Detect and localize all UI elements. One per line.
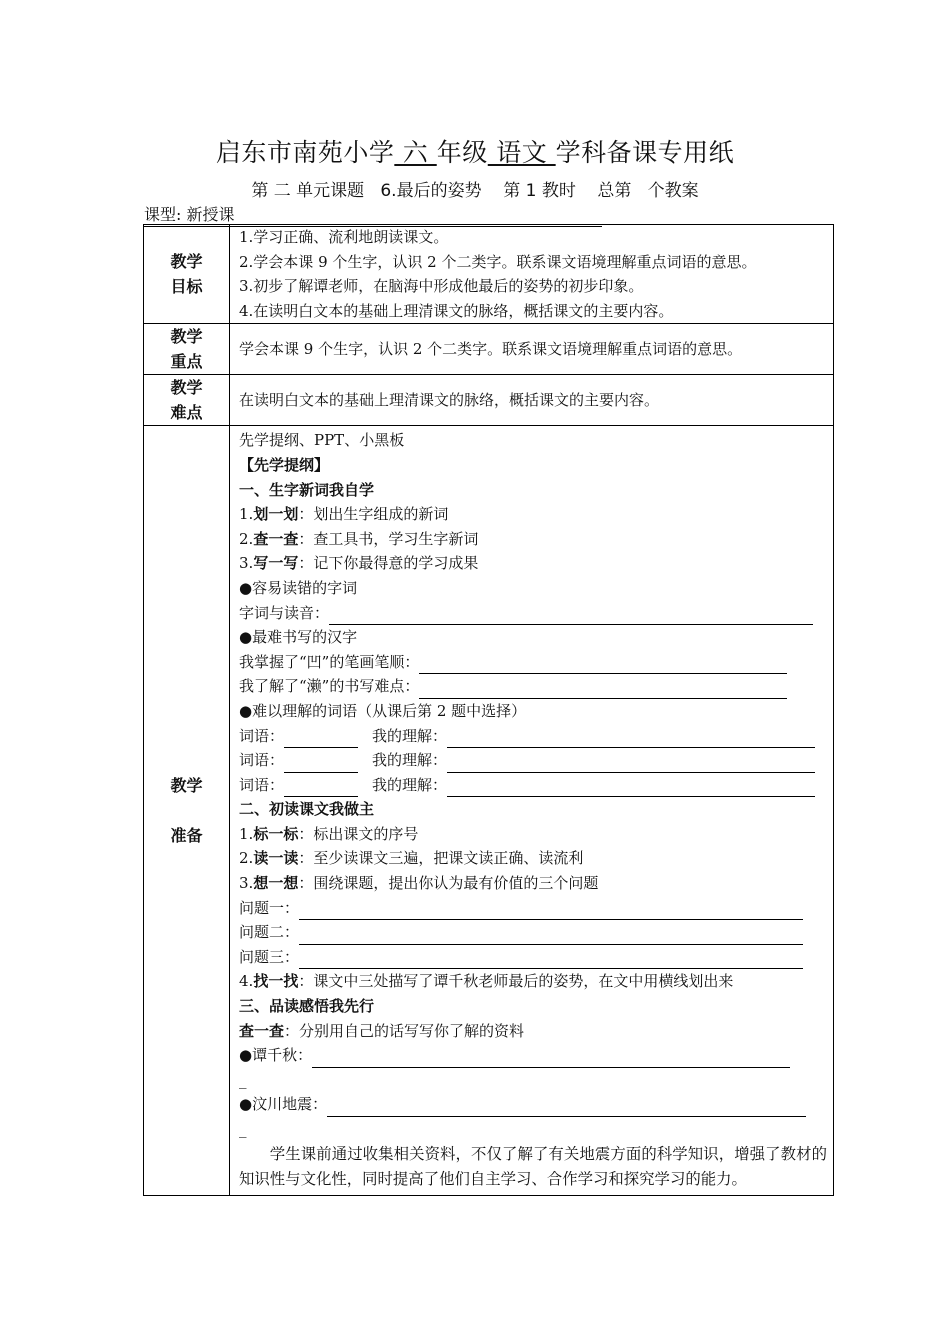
difficulties-row: [144, 375, 834, 426]
goal-item: 3.初步了解谭老师，在脑海中形成他最后的姿势的初步印象。: [239, 277, 644, 296]
word-pronunciation-row: 字词与读音：: [239, 601, 827, 626]
wenchuan-row: ●汶川地震：: [239, 1092, 827, 1117]
answer-blank[interactable]: [299, 902, 803, 920]
materials: 先学提纲、PPT、小黑板: [239, 431, 405, 450]
preparation-content: [230, 426, 834, 1195]
list-item: 3.写一写：记下你最得意的学习成果: [239, 554, 479, 573]
vocab-row: 词语： 我的理解：: [239, 773, 827, 798]
tan-qianqiu-row: ●谭千秋：: [239, 1043, 827, 1068]
answer-blank[interactable]: [327, 1099, 806, 1117]
goals-label: 教学 目标: [144, 225, 230, 324]
section-3-title: 三、品读感悟我先行: [239, 997, 375, 1016]
title-mid: 年级: [436, 138, 488, 167]
answer-blank[interactable]: [299, 951, 803, 969]
title-prefix: 启东市南苑小学: [215, 138, 395, 167]
bullet-hard-words: ●难以理解的词语（从课后第 2 题中选择）: [239, 701, 527, 720]
bullet-easy: ●容易读错的字词: [239, 578, 358, 597]
dash-line: _: [239, 1070, 247, 1089]
grade-field: 六: [394, 138, 437, 167]
answer-blank[interactable]: [284, 779, 358, 797]
list-item: 2.读一读：至少读课文三遍，把课文读正确、读流利: [239, 849, 584, 868]
key-points-row: [144, 324, 834, 375]
question-row: 问题二：: [239, 920, 827, 945]
vocab-row: 词语： 我的理解：: [239, 748, 827, 773]
answer-blank[interactable]: [447, 730, 815, 748]
lesson-type: 课型: 新授课: [144, 202, 602, 227]
goal-item: 2.学会本课 9 个生字，认识 2 个二类字。联系课文语境理解重点词语的意思。: [239, 252, 757, 271]
dash-line: _: [239, 1120, 247, 1138]
answer-blank[interactable]: [447, 755, 815, 773]
list-item: 3.想一想：围绕课题，提出你认为最有价值的三个问题: [239, 874, 599, 893]
check-row: 查一查：分别用自己的话写写你了解的资料: [239, 1021, 525, 1040]
answer-blank[interactable]: [419, 656, 787, 674]
difficulties-label: 教学 难点: [144, 375, 230, 426]
goals-row: [144, 225, 834, 324]
question-row: 问题一：: [239, 896, 827, 921]
list-item: 1.标一标：标出课文的序号: [239, 824, 419, 843]
goal-item: 1.学习正确、流利地朗读课文。: [239, 228, 449, 246]
difficulties-content: 在读明白文本的基础上理清课文的脉络，概括课文的主要内容。: [230, 375, 834, 426]
preparation-row: [144, 426, 834, 1195]
answer-blank[interactable]: [312, 1050, 790, 1068]
key-points-label: 教学 重点: [144, 324, 230, 375]
list-item: 1.划一划：划出生字组成的新词: [239, 505, 449, 524]
preparation-label: 教学 准备: [144, 426, 230, 1195]
vocab-row: 词语： 我的理解：: [239, 724, 827, 749]
answer-blank[interactable]: [447, 779, 815, 797]
key-points-content: 学会本课 9 个生字，认识 2 个二类字。联系课文语境理解重点词语的意思。: [230, 324, 834, 375]
subject-field: 语文: [487, 138, 556, 167]
goals-content: [230, 225, 834, 324]
writing-difficulty-row: 我了解了“濑”的书写难点：: [239, 674, 827, 699]
title-suffix: 学科备课专用纸: [555, 138, 735, 167]
answer-blank[interactable]: [284, 755, 358, 773]
bullet-hard-write: ●最难书写的汉字: [239, 628, 358, 647]
answer-blank[interactable]: [284, 730, 358, 748]
question-row: 问题三：: [239, 945, 827, 970]
lesson-plan-table: [143, 224, 834, 1196]
answer-blank[interactable]: [329, 607, 813, 625]
section-2-title: 二、初读课文我做主: [239, 800, 375, 819]
list-item: 4.找一找：课文中三处描写了谭千秋老师最后的姿势，在文中用横线划出来: [239, 972, 734, 991]
stroke-order-row: 我掌握了“凹”的笔画笔顺：: [239, 650, 827, 675]
answer-blank[interactable]: [299, 927, 803, 945]
summary-paragraph: 学生课前通过收集相关资料，不仅了解了有关地震方面的科学知识，增强了教材的知识性与文化性，同时提高了他们自主学习、合作学习和探究学习的能力。: [239, 1144, 827, 1188]
lesson-subtitle: 第 二 单元课题 6.最后的姿势 第 1 教时 总第 个教案: [251, 181, 699, 201]
section-1-title: 一、生字新词我自学: [239, 480, 375, 499]
page-title: [0, 133, 950, 169]
answer-blank[interactable]: [419, 681, 787, 699]
outline-title: 【先学提纲】: [239, 455, 330, 474]
goal-item: 4.在读明白文本的基础上理清课文的脉络，概括课文的主要内容。: [239, 301, 674, 320]
list-item: 2.查一查：查工具书，学习生字新词: [239, 529, 479, 548]
